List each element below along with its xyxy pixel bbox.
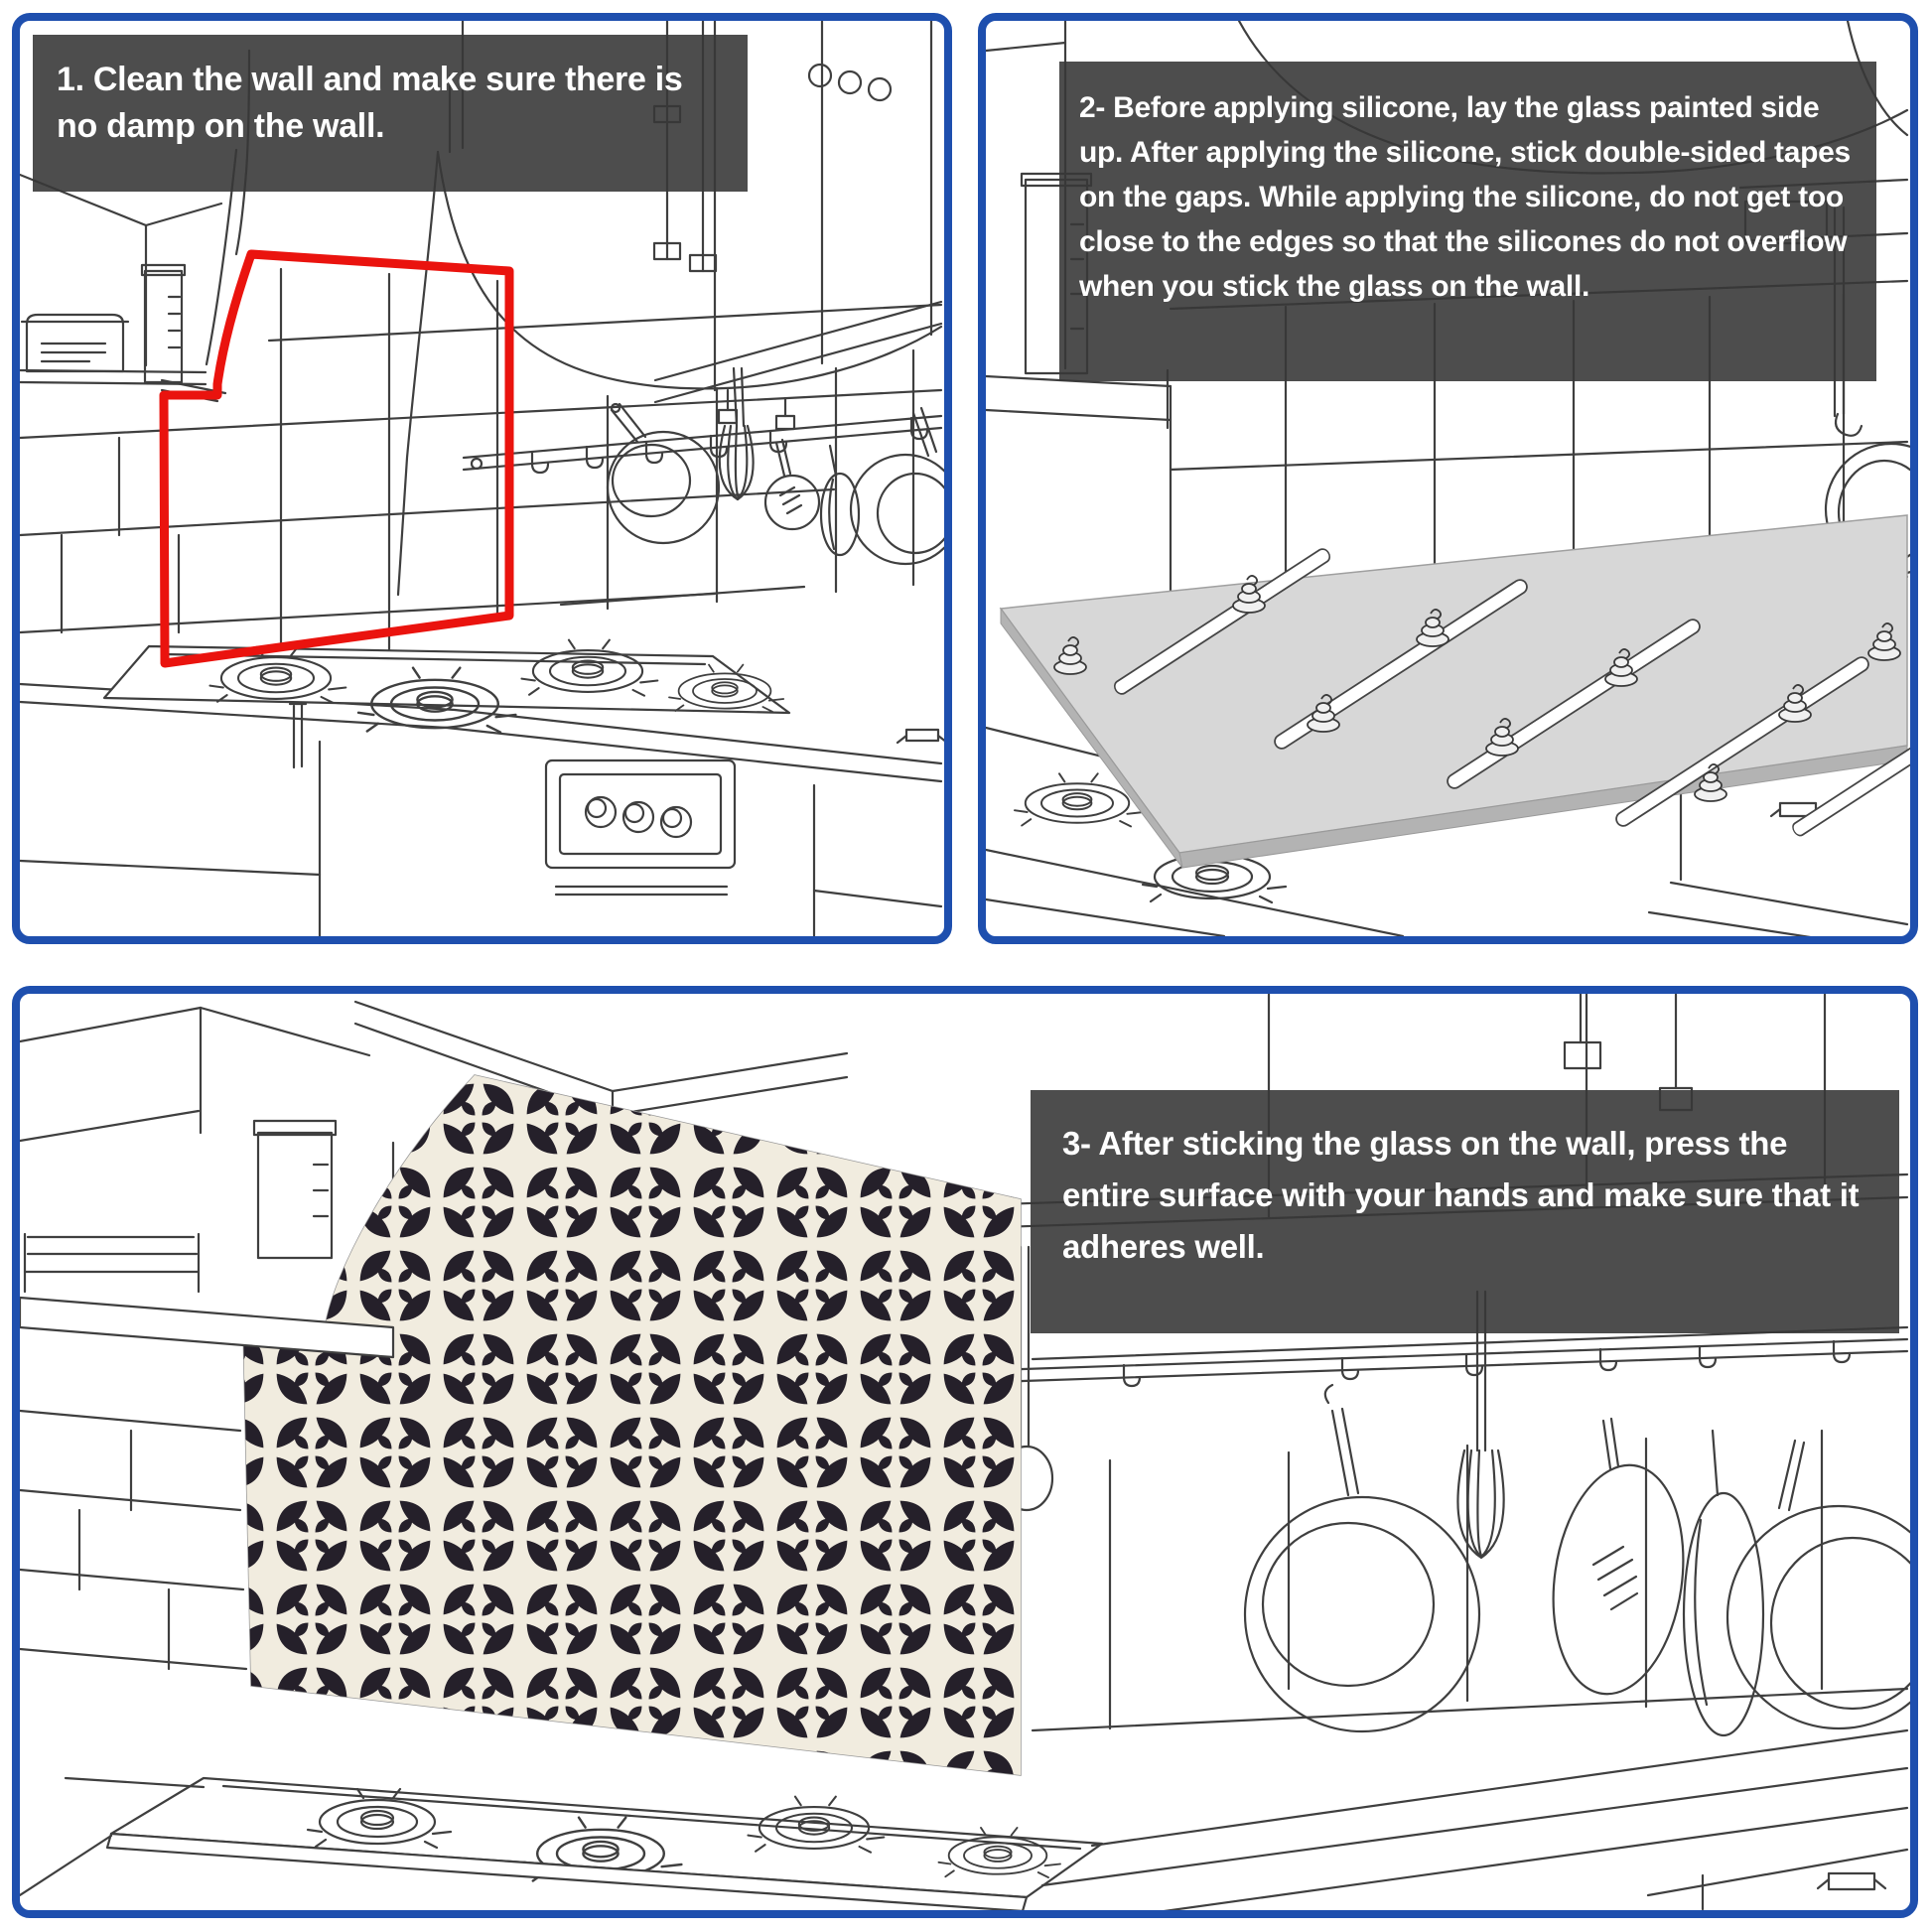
step-2-callout — [1059, 62, 1876, 381]
lower-cabinets-sketch — [20, 704, 944, 936]
step-3-callout — [1031, 1090, 1899, 1333]
gas-cooktop-icon — [107, 1778, 1102, 1910]
side-pan-icon — [1684, 1431, 1763, 1735]
utensil-rail-icon — [464, 416, 941, 473]
canister-icon — [258, 1133, 332, 1258]
oven-panel — [546, 760, 735, 868]
step-1-text: 1. Clean the wall and make sure there is no damp on the wall. — [57, 61, 683, 145]
utensil-rail-icon — [906, 1339, 1907, 1390]
skimmer-icon — [765, 440, 819, 529]
side-pan-icon — [821, 446, 859, 555]
shelf-jars-icon — [25, 1121, 393, 1292]
step-1-panel — [12, 13, 952, 944]
step-3-text: 3- After sticking the glass on the wall, press the entire surface with your hands and make sure that it adheres well. — [1062, 1125, 1860, 1265]
patterned-glass-panel — [243, 1075, 1021, 1775]
step-1-callout — [33, 35, 748, 192]
shelf-jars-icon — [20, 265, 225, 401]
hanging-pan-icon — [608, 404, 719, 543]
step-2-panel — [978, 13, 1918, 944]
skimmer-icon — [1539, 1419, 1697, 1703]
hanging-pan-icon — [1245, 1385, 1479, 1731]
step-2-text: 2- Before applying silicone, lay the glass painted side up. After applying the silicone, stick double-sided tapes on the gaps. While applying the silicone, do not get too close to the edges so that the silicones do not overflow when you stick the glass on the wall. — [1079, 91, 1851, 303]
step-3-panel — [12, 986, 1918, 1918]
